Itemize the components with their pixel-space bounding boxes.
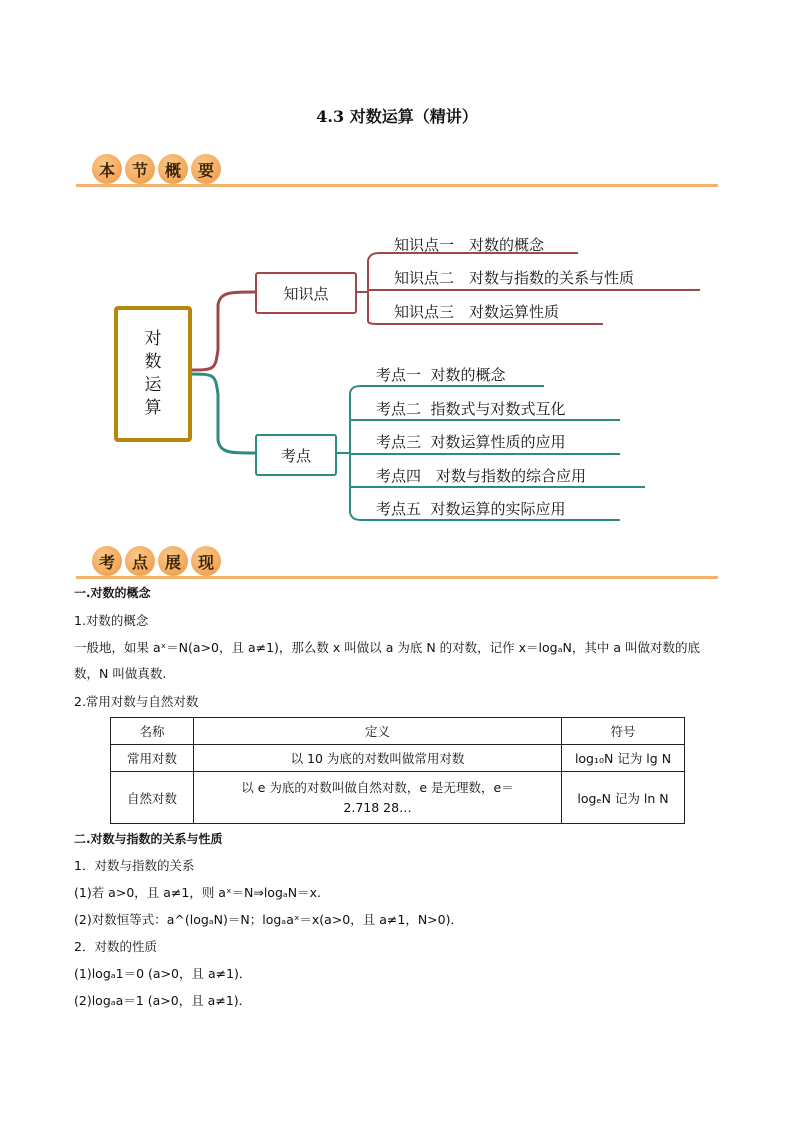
mindmap-branch-exam: 考点: [255, 434, 337, 476]
banner-char: 要: [191, 154, 221, 184]
mindmap-leaf: 知识点二 对数与指数的关系与性质: [394, 269, 635, 287]
table-cell: 以 10 为底的对数叫做常用对数: [194, 745, 562, 772]
banner-char: 点: [125, 546, 155, 576]
banner-char: 本: [92, 154, 122, 184]
page-title: 4.3 对数运算（精讲）: [316, 107, 478, 126]
table-header: 定义: [194, 718, 562, 745]
mindmap-leaf: 考点四 对数与指数的综合应用: [376, 467, 587, 485]
banner-char: 考: [92, 546, 122, 576]
formula-line: (2)logₐa＝1 (a>0，且 a≠1)．: [74, 993, 252, 1008]
root-char: 对: [144, 329, 162, 349]
mindmap-branch-knowledge: 知识点: [255, 272, 357, 314]
table-row: [111, 745, 685, 772]
root-char: 运: [144, 375, 162, 395]
table-cell: 以 e 为底的对数叫做自然对数，e 是无理数，e＝2.718 28…: [194, 772, 562, 824]
banner-char: 节: [125, 154, 155, 184]
formula-line: (1)若 a>0，且 a≠1，则 aˣ＝N⇒logₐN＝x.: [74, 885, 322, 900]
subheading: 2.常用对数与自然对数: [74, 694, 199, 709]
table-cell: 自然对数: [111, 772, 194, 824]
mindmap-leaf: 考点五 对数运算的实际应用: [376, 500, 566, 518]
mindmap-leaf: 考点二 指数式与对数式互化: [376, 400, 566, 418]
mindmap-leaf: 考点三 对数运算性质的应用: [376, 433, 566, 451]
table-row: [111, 772, 685, 824]
banner-char: 概: [158, 154, 188, 184]
mindmap-leaf: 考点一 对数的概念: [376, 366, 506, 384]
table-header: 符号: [562, 718, 685, 745]
subheading: 2．对数的性质: [74, 939, 157, 954]
formula-line: (1)logₐ1＝0 (a>0，且 a≠1)．: [74, 966, 252, 981]
subheading: 1.对数的概念: [74, 613, 149, 628]
section-heading: 一.对数的概念: [74, 586, 151, 600]
paragraph-line: 数，N 叫做真数.: [74, 666, 167, 681]
table-cell: 常用对数: [111, 745, 194, 772]
banner-char: 现: [191, 546, 221, 576]
mindmap-root: [114, 306, 192, 442]
subheading: 1．对数与指数的关系: [74, 858, 195, 873]
banner-char: 展: [158, 546, 188, 576]
table-header: 名称: [111, 718, 194, 745]
formula-line: (2)对数恒等式：a^(logₐN)＝N；logₐaˣ＝x(a>0，且 a≠1，N>0)．: [74, 912, 463, 927]
mindmap-leaf: 知识点三 对数运算性质: [394, 303, 560, 321]
root-char: 算: [144, 398, 162, 418]
log-table: [110, 717, 685, 824]
table-cell: log₁₀N 记为 lg N: [562, 745, 685, 772]
root-char: 数: [144, 352, 162, 372]
table-cell: logₑN 记为 ln N: [562, 772, 685, 824]
banner-rule: [76, 576, 718, 579]
paragraph-line: 一般地，如果 aˣ＝N(a>0，且 a≠1)，那么数 x 叫做以 a 为底 N 的对数，记作 x＝logₐN，其中 a 叫做对数的底: [74, 640, 700, 655]
section-banner-exam-points: [92, 546, 221, 576]
section-heading: 二.对数与指数的关系与性质: [74, 832, 223, 846]
mindmap-leaf: 知识点一 对数的概念: [394, 236, 545, 254]
